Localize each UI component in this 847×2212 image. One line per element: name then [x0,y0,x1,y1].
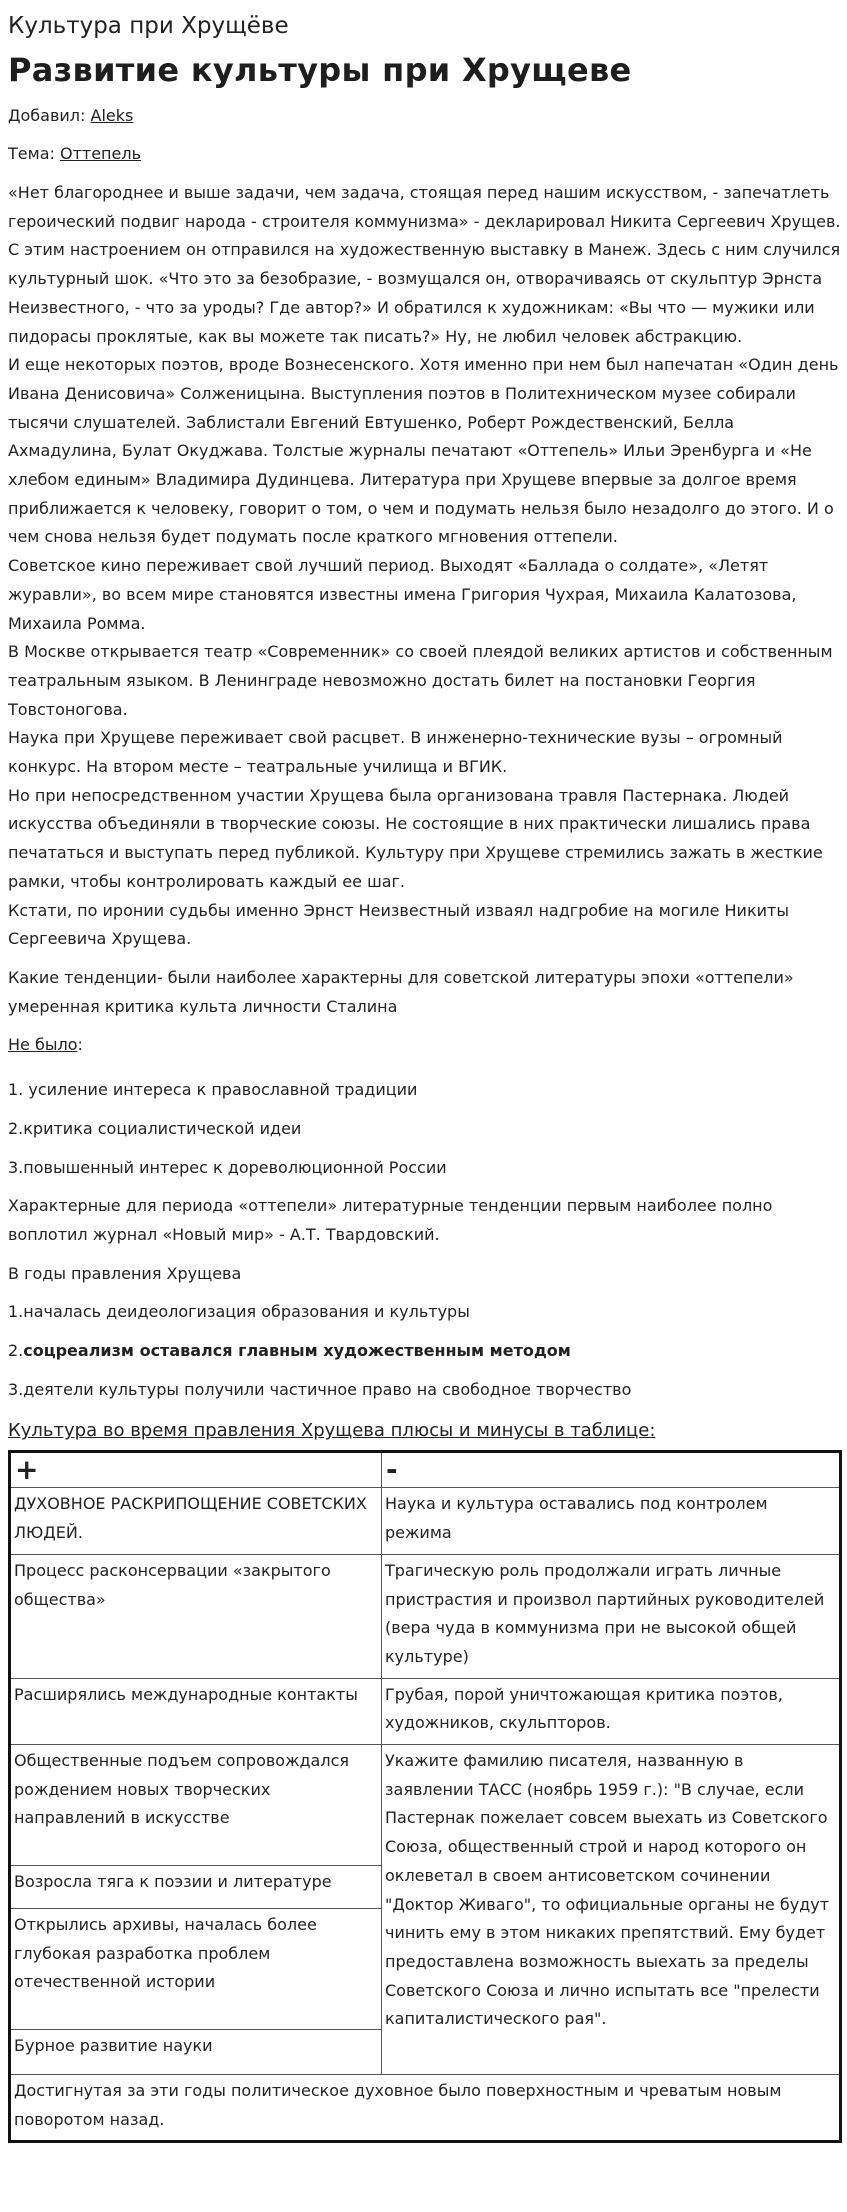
minus-cell: Наука и культура оставались под контролем режима [382,1488,841,1554]
article-body [8,179,845,954]
plus-cell: ДУХОВНОЕ РАСКРИПОЩЕНИЕ СОВЕТСКИХ ЛЮДЕЙ. [10,1488,382,1554]
article-paragraph: Советское кино переживает свой лучший период. Выходят «Баллада о солдате», «Летят журавли», во всем мире становятся известны имена Григория Чухрая, Михаила Калатозова, Михаила Ромма. [8,556,797,633]
table-caption: Культура во время правления Хрущева плюсы и минусы в таблице: [8,1420,656,1442]
minus-cell-tass: Укажите фамилию писателя, названную в заявлении ТАСС (ноябрь 1959 г.): "В случае, если Пастернак пожелает совсем выехать из Советского Союза, общественный строй и народ которого он оклеветал в своем антисоветском сочинении "Доктор Живаго", то официальные органы не будут чинить ему в этом никаких препятствий. Ему будет предоставлена возможность выехать за пределы Советского Союза и лично испытать все "прелести капиталистического рая". [382,1745,841,2075]
author-line [8,106,845,126]
list-item: 2.критика социалистической идеи [8,1118,302,1138]
list-item [8,1337,845,1366]
author-label: Добавил: [8,106,91,125]
minus-header: - [382,1452,841,1488]
plus-cell: Возросла тяга к поэзии и литературе [10,1866,382,1909]
article-paragraph: В Москве открывается театр «Современник» со своей плеядой великих артистов и собственным театральным языком. В Ленинграде невозможно достать билет на постановки Георгия Товстоногова. [8,642,833,719]
list-number: 2. [8,1341,24,1361]
not-was-heading [8,1031,845,1060]
table-row [10,1745,841,1866]
article-page [0,12,845,2143]
bold-statement: соцреализм оставался главным художественным методом [23,1341,571,1361]
plus-cell: Открылись архивы, началась более глубокая разработка проблем отечественной истории [10,1909,382,2030]
question-two: Характерные для периода «оттепели» литературные тенденции первым наиболее полно воплотил журнал «Новый мир» - А.Т. Твардовский. [8,1196,773,1244]
topic-label: Тема: [8,144,60,163]
breadcrumb: Культура при Хрущёве [8,13,289,39]
article-paragraph: Но при непосредственном участии Хрущева была организована травля Пастернака. Людей искусства объединяли в творческие союзы. Не состоящие в них практически лишались права печататься и выступать перед публикой. Культуру при Хрущеве стремились зажать в жесткие рамки, чтобы контролировать каждый ее шаг. [8,785,823,891]
article-paragraph: «Нет благороднее и выше задачи, чем задача, стоящая перед нашим искусством, - запечатлеть героический подвиг народа - строителя коммунизма» - декларировал Никита Сергеевич Хрущев. С этим настроением он отправился на художественную выставку в Манеж. Здесь с ним случился культурный шок. «Что это за безобразие, - возмущался он, отворачиваясь от скульптур Эрнста Неизвестного, - что за уроды? Где автор?» И обратился к художникам: «Вы что — мужики или пидорасы проклятые, как вы можете так писать?» Ну, не любил человек абстракцию. [8,183,841,346]
plus-cell: Процесс расконсервации «закрытого общества» [10,1554,382,1678]
not-was-colon: : [77,1035,83,1055]
table-footer-row [10,2075,841,2142]
table-footer-cell: Достигнутая за эти годы политическое духовное было поверхностным и чреватым новым поворотом назад. [10,2075,841,2142]
question-one: Какие тенденции- были наиболее характерны для советской литературы эпохи «оттепели» умеренная критика культа личности Сталина [8,967,794,1016]
table-row [10,1488,841,1554]
minus-cell: Грубая, порой уничтожающая критика поэтов, художников, скульпторов. [382,1678,841,1744]
article-paragraph: Кстати, по иронии судьбы именно Эрнст Неизвестный изваял надгробие на могиле Никиты Сергеевича Хрущева. [8,900,789,949]
list-item: 1.началась деидеологизация образования и культуры [8,1302,470,1322]
years-heading: В годы правления Хрущева [8,1263,242,1283]
minus-cell: Трагическую роль продолжали играть личные пристрастия и произвол партийных руководителей (вера чуда в коммунизма при не высокой общей культуре) [382,1554,841,1678]
author-link[interactable]: Aleks [90,106,134,125]
plus-cell: Расширялись международные контакты [10,1678,382,1744]
list-item: 1. усиление интереса к православной традиции [8,1080,418,1100]
table-row [10,1678,841,1744]
table-header-row [10,1452,841,1488]
page-title: Развитие культуры при Хрущеве [8,51,632,89]
article-paragraph: Наука при Хрущеве переживает свой расцвет. В инженерно-технические вузы – огромный конкурс. На втором месте – театральные училища и ВГИК. [8,728,783,777]
list-item: 3.деятели культуры получили частичное право на свободное творчество [8,1379,632,1399]
list-item: 3.повышенный интерес к дореволюционной России [8,1157,447,1177]
plus-cell: Общественные подъем сопровождался рождением новых творческих направлений в искусстве [10,1745,382,1866]
pros-cons-table [8,1450,842,2143]
not-was-label: Не было [8,1035,78,1055]
topic-line [8,144,845,164]
table-row [10,1554,841,1678]
plus-header: + [10,1452,382,1488]
topic-link[interactable]: Оттепель [59,144,142,163]
article-paragraph: И еще некоторых поэтов, вроде Вознесенского. Хотя именно при нем был напечатан «Один день Ивана Денисовича» Солженицына. Выступления поэтов в Политехническом музее собирали тысячи слушателей. Заблистали Евгений Евтушенко, Роберт Рождественский, Белла Ахмадулина, Булат Окуджава. Толстые журналы печатают «Оттепель» Ильи Эренбурга и «Не хлебом единым» Владимира Дудинцева. Литература при Хрущеве впервые за долгое время приближается к человеку, говорит о том, о чем и подумать нельзя было незадолго до этого. И о чем снова нельзя будет подумать после краткого мгновения оттепели. [8,355,839,547]
plus-cell: Бурное развитие науки [10,2030,382,2075]
